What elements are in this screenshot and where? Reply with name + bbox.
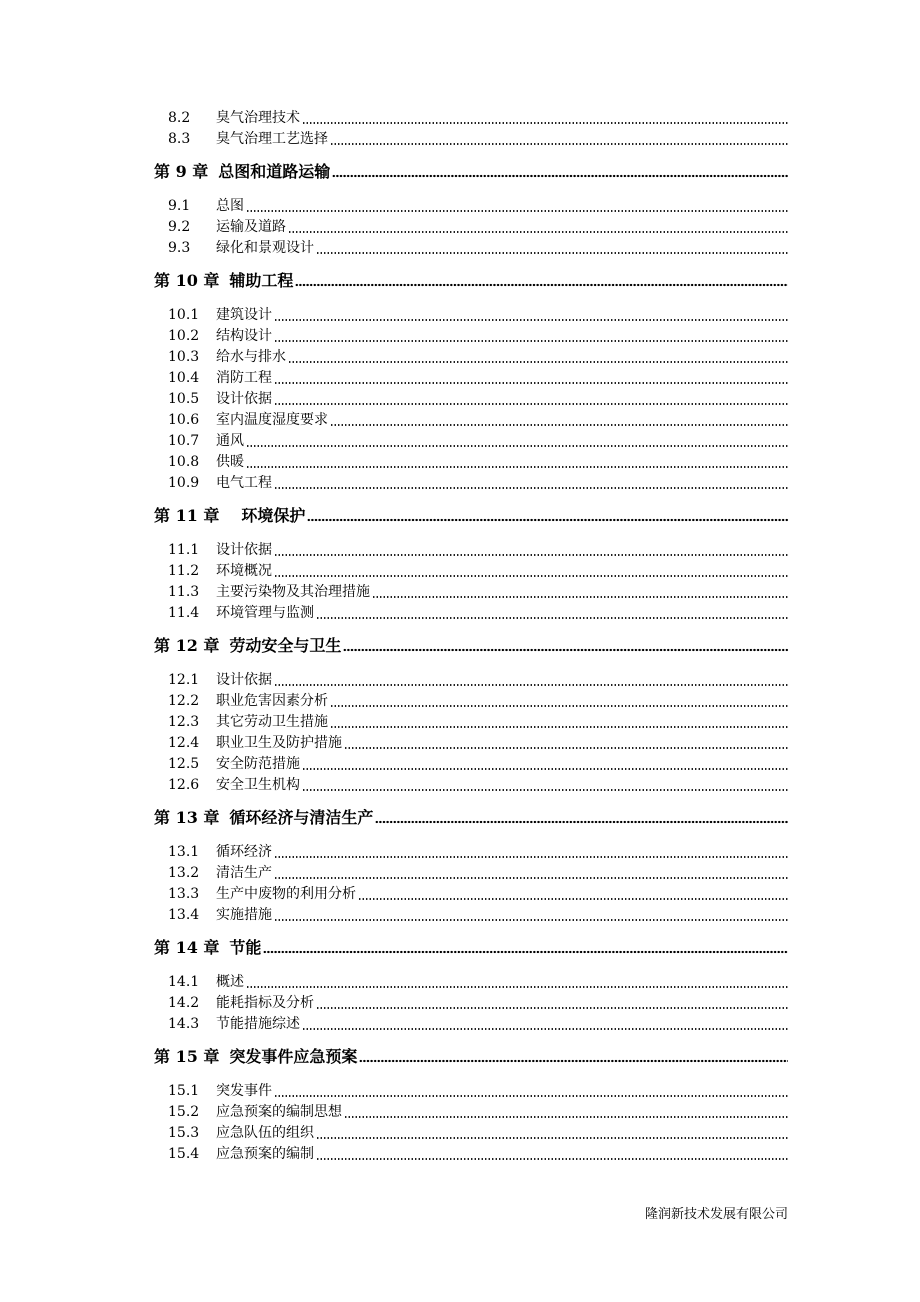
toc-section-entry[interactable]	[154, 1144, 788, 1165]
section-title: 供暖	[216, 454, 244, 470]
section-title: 应急预案的编制	[216, 1146, 314, 1162]
section-title: 设计依据	[216, 391, 272, 407]
toc-section-entry[interactable]	[154, 389, 788, 410]
section-number: 10.3	[168, 349, 200, 365]
chapter-title: 突发事件应急预案	[229, 1047, 358, 1066]
section-title: 电气工程	[216, 475, 272, 491]
section-title: 清洁生产	[216, 865, 272, 881]
section-number: 15.1	[168, 1083, 200, 1099]
dot-leader	[274, 486, 788, 490]
toc-section-entry[interactable]	[154, 733, 788, 754]
section-number: 12.1	[168, 672, 200, 688]
toc-section-entry[interactable]	[154, 452, 788, 473]
dot-leader	[274, 381, 788, 385]
section-number: 10.2	[168, 328, 200, 344]
section-number: 10.5	[168, 391, 200, 407]
dot-leader	[274, 553, 788, 557]
section-title: 通风	[216, 433, 244, 449]
section-title: 消防工程	[216, 370, 272, 386]
section-number: 12.2	[168, 693, 200, 709]
chapter-title: 循环经济与清洁生产	[229, 808, 374, 827]
toc-chapter-entry[interactable]	[154, 1046, 788, 1068]
dot-leader	[246, 465, 788, 469]
dot-leader	[302, 788, 788, 792]
section-title: 节能措施综述	[216, 1016, 300, 1032]
section-title: 职业卫生及防护措施	[216, 735, 342, 751]
dot-leader	[288, 230, 788, 234]
section-title: 设计依据	[216, 542, 272, 558]
section-title: 应急预案的编制思想	[216, 1104, 342, 1120]
toc-section-entry[interactable]	[154, 670, 788, 691]
toc-section-entry[interactable]	[154, 347, 788, 368]
toc-section-entry[interactable]	[154, 368, 788, 389]
section-number: 15.4	[168, 1146, 200, 1162]
section-number: 13.2	[168, 865, 200, 881]
toc-section-entry[interactable]	[154, 196, 788, 217]
section-title: 臭气治理工艺选择	[216, 131, 328, 147]
section-title: 臭气治理技术	[216, 110, 300, 126]
dot-leader	[274, 339, 788, 343]
dot-leader	[274, 574, 788, 578]
toc-chapter-entry[interactable]	[154, 937, 788, 959]
section-number: 10.6	[168, 412, 200, 428]
section-number: 10.7	[168, 433, 200, 449]
toc-chapter-entry[interactable]	[154, 270, 788, 292]
section-title: 运输及道路	[216, 219, 286, 235]
section-number: 8.2	[168, 110, 191, 126]
section-number: 9.3	[168, 240, 191, 256]
toc-section-entry[interactable]	[154, 754, 788, 775]
section-number: 12.6	[168, 777, 200, 793]
dot-leader	[274, 318, 788, 322]
section-number: 14.2	[168, 995, 200, 1011]
chapter-title: 劳动安全与卫生	[229, 636, 342, 655]
dot-leader	[316, 1157, 788, 1161]
toc-section-entry[interactable]	[154, 1014, 788, 1035]
section-title: 循环经济	[216, 844, 272, 860]
section-number: 15.2	[168, 1104, 200, 1120]
section-number: 12.4	[168, 735, 200, 751]
section-title: 应急队伍的组织	[216, 1125, 314, 1141]
chapter-number: 第 12 章	[154, 636, 220, 655]
toc-section-entry[interactable]	[154, 238, 788, 259]
dot-leader	[330, 704, 788, 708]
dot-leader	[302, 1027, 788, 1031]
dot-leader	[358, 897, 788, 901]
toc-section-entry[interactable]	[154, 775, 788, 796]
toc-section-entry[interactable]	[154, 905, 788, 926]
toc-section-entry[interactable]	[154, 217, 788, 238]
section-title: 实施措施	[216, 907, 272, 923]
toc-section-entry[interactable]	[154, 1123, 788, 1144]
toc-section-entry[interactable]	[154, 884, 788, 905]
toc-section-entry[interactable]	[154, 561, 788, 582]
section-number: 11.4	[168, 605, 200, 621]
dot-leader	[274, 918, 788, 922]
dot-leader	[307, 518, 788, 522]
section-number: 10.1	[168, 307, 200, 323]
section-title: 建筑设计	[216, 307, 272, 323]
toc-section-entry[interactable]	[154, 305, 788, 326]
dot-leader	[316, 1136, 788, 1140]
dot-leader	[274, 855, 788, 859]
toc-section-entry[interactable]	[154, 1102, 788, 1123]
chapter-number: 第 14 章	[154, 938, 220, 957]
dot-leader	[274, 402, 788, 406]
section-title: 职业危害因素分析	[216, 693, 328, 709]
dot-leader	[263, 950, 788, 954]
section-title: 安全防范措施	[216, 756, 300, 772]
section-title: 绿化和景观设计	[216, 240, 314, 256]
dot-leader	[316, 616, 788, 620]
toc-section-entry[interactable]	[154, 410, 788, 431]
toc-section-entry[interactable]	[154, 129, 788, 150]
footer-company-name: 隆润新技术发展有限公司	[644, 1207, 788, 1222]
section-title: 安全卫生机构	[216, 777, 300, 793]
toc-section-entry[interactable]	[154, 691, 788, 712]
dot-leader	[330, 142, 788, 146]
dot-leader	[375, 820, 788, 824]
section-title: 结构设计	[216, 328, 272, 344]
dot-leader	[288, 360, 788, 364]
toc-section-entry[interactable]	[154, 326, 788, 347]
toc-chapter-entry[interactable]	[154, 807, 788, 829]
table-of-contents	[154, 108, 788, 1165]
section-number: 11.3	[168, 584, 200, 600]
section-number: 14.3	[168, 1016, 200, 1032]
dot-leader	[359, 1059, 788, 1063]
section-number: 12.3	[168, 714, 200, 730]
section-number: 13.1	[168, 844, 200, 860]
toc-section-entry[interactable]	[154, 603, 788, 624]
section-title: 概述	[216, 974, 244, 990]
section-number: 11.1	[168, 542, 200, 558]
toc-section-entry[interactable]	[154, 712, 788, 733]
section-number: 12.5	[168, 756, 200, 772]
toc-section-entry[interactable]	[154, 540, 788, 561]
section-title: 给水与排水	[216, 349, 286, 365]
section-number: 9.1	[168, 198, 191, 214]
section-title: 能耗指标及分析	[216, 995, 314, 1011]
toc-section-entry[interactable]	[154, 473, 788, 494]
toc-section-entry[interactable]	[154, 431, 788, 452]
section-number: 13.4	[168, 907, 200, 923]
section-title: 生产中废物的利用分析	[216, 886, 356, 902]
chapter-title: 环境保护	[241, 506, 306, 525]
toc-section-entry[interactable]	[154, 108, 788, 129]
section-title: 突发事件	[216, 1083, 272, 1099]
dot-leader	[246, 985, 788, 989]
dot-leader	[316, 251, 788, 255]
toc-chapter-entry[interactable]	[154, 635, 788, 657]
dot-leader	[295, 283, 788, 287]
chapter-title: 总图和道路运输	[218, 162, 331, 181]
dot-leader	[316, 1006, 788, 1010]
toc-section-entry[interactable]	[154, 993, 788, 1014]
section-number: 11.2	[168, 563, 200, 579]
section-number: 8.3	[168, 131, 191, 147]
toc-chapter-entry[interactable]	[154, 505, 788, 527]
toc-section-entry[interactable]	[154, 582, 788, 603]
toc-section-entry[interactable]	[154, 1081, 788, 1102]
dot-leader	[246, 444, 788, 448]
section-number: 14.1	[168, 974, 200, 990]
section-number: 9.2	[168, 219, 191, 235]
dot-leader	[332, 174, 788, 178]
chapter-number: 第 11 章	[154, 506, 220, 525]
dot-leader	[343, 648, 788, 652]
dot-leader	[246, 209, 788, 213]
chapter-number: 第 13 章	[154, 808, 220, 827]
dot-leader	[274, 683, 788, 687]
section-title: 室内温度湿度要求	[216, 412, 328, 428]
toc-section-entry[interactable]	[154, 972, 788, 993]
section-title: 环境管理与监测	[216, 605, 314, 621]
section-title: 总图	[216, 198, 244, 214]
chapter-number: 第 10 章	[154, 271, 220, 290]
dot-leader	[302, 767, 788, 771]
section-number: 10.8	[168, 454, 200, 470]
section-number: 13.3	[168, 886, 200, 902]
section-number: 10.9	[168, 475, 200, 491]
chapter-number: 第 9 章	[154, 162, 209, 181]
dot-leader	[372, 595, 788, 599]
dot-leader	[344, 746, 788, 750]
toc-section-entry[interactable]	[154, 863, 788, 884]
section-title: 其它劳动卫生措施	[216, 714, 328, 730]
section-title: 设计依据	[216, 672, 272, 688]
section-title: 环境概况	[216, 563, 272, 579]
dot-leader	[344, 1115, 788, 1119]
section-title: 主要污染物及其治理措施	[216, 584, 370, 600]
toc-chapter-entry[interactable]	[154, 161, 788, 183]
section-number: 10.4	[168, 370, 200, 386]
dot-leader	[274, 1094, 788, 1098]
dot-leader	[302, 121, 788, 125]
dot-leader	[330, 423, 788, 427]
dot-leader	[330, 725, 788, 729]
chapter-title: 辅助工程	[229, 271, 294, 290]
chapter-title: 节能	[229, 938, 262, 957]
dot-leader	[274, 876, 788, 880]
toc-section-entry[interactable]	[154, 842, 788, 863]
chapter-number: 第 15 章	[154, 1047, 220, 1066]
section-number: 15.3	[168, 1125, 200, 1141]
